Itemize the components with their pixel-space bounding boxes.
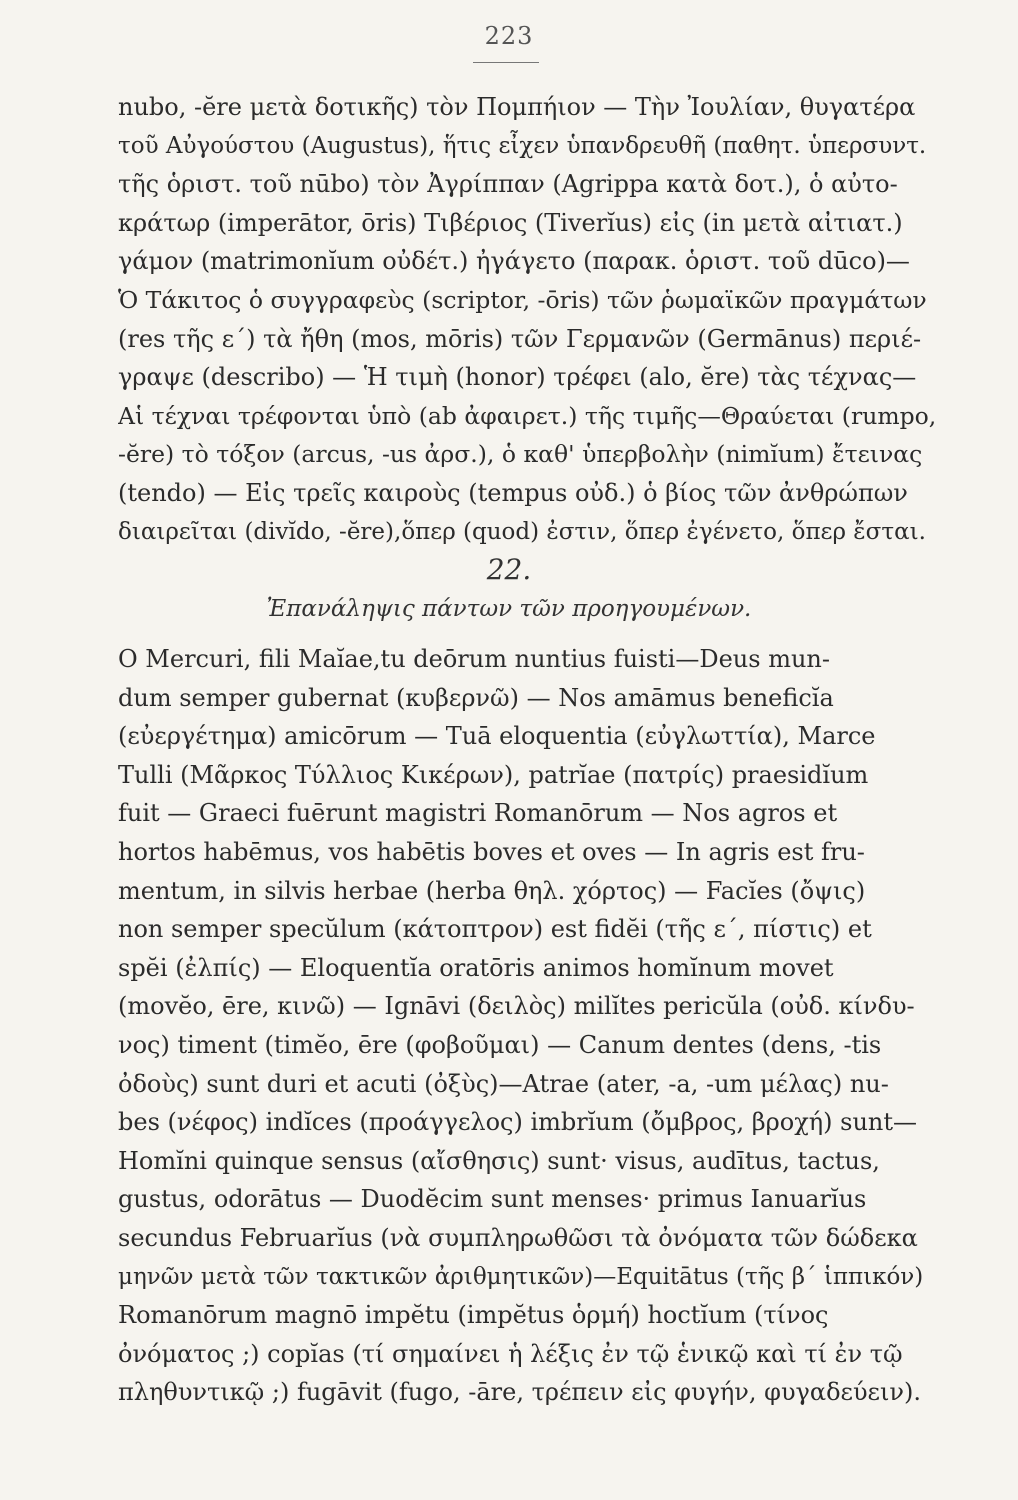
text-line: bes (νέφος) indĭces (προάγγελος) imbrĭum (ὄμβρος, βροχή) sunt— <box>118 1108 918 1137</box>
text-line: Homĭni quinque sensus (αἴσθησις) sunt· visus, audītus, tactus, <box>118 1146 880 1175</box>
text-line: (tendo) — Εἰς τρεῖς καιροὺς (tempus οὐδ.) ὁ βίος τῶν ἀνθρώπων <box>118 478 908 507</box>
section-number: 22. <box>486 553 532 586</box>
text-line: γραψε (describo) — Ἡ τιμὴ (honor) τρέφει (alo, ĕre) τὰς τέχνας— <box>118 363 917 392</box>
text-line: Αἱ τέχναι τρέφονται ὑπὸ (ab ἀφαιρετ.) τῆς τιμῆς—Θραύεται (rumpo, <box>118 401 937 430</box>
text-line: πληθυντικῷ ;) fugāvit (fugo, -āre, τρέπειν εἰς φυγήν, φυγαδεύειν). <box>118 1378 921 1407</box>
text-line: non semper specŭlum (κάτοπτρον) est fidĕi (τῆς ε΄, πίστις) et <box>118 915 872 944</box>
text-line: hortos habēmus, vos habētis boves et oves — In agris est fru- <box>118 837 865 866</box>
text-line: τοῦ Αὐγούστου (Augustus), ἥτις εἶχεν ὑπανδρευθῆ (παθητ. ὑπερσυντ. <box>118 132 927 159</box>
text-line: Romanōrum magnō impĕtu (impĕtus ὁρμή) hoctĭum (τίνος <box>118 1301 829 1330</box>
text-line: secundus Februarĭus (νὰ συμπληρωθῶσι τὰ ὀνόματα τῶν δώδεκα <box>118 1223 918 1252</box>
text-line: ὀνόματος ;) copĭas (τί σημαίνει ἡ λέξις ἐν τῷ ἑνικῷ καὶ τί ἐν τῷ <box>118 1339 903 1368</box>
page-number-rule <box>473 62 539 63</box>
text-line: γάμον (matrimonĭum οὐδέτ.) ἠγάγετο (παρακ. ὁριστ. τοῦ dūco)— <box>118 247 910 276</box>
text-line: διαιρεῖται (divĭdo, -ĕre),ὅπερ (quod) ἐστιν, ὅπερ ἐγένετο, ὅπερ ἔσται. <box>118 518 926 545</box>
paragraph-review-exercises <box>118 640 938 1412</box>
text-line: -ĕre) τὸ τόξον (arcus, -us ἀρσ.), ὁ καθ' ὑπερβολὴν (nimĭum) ἔτεινας <box>118 440 923 469</box>
text-line: O Mercuri, fili Maĭae,tu deōrum nuntius fuisti—Deus mun- <box>118 645 830 673</box>
text-line: gustus, odorātus — Duodĕcim sunt menses· primus Ianuarĭus <box>118 1185 867 1214</box>
text-line: Tulli (Μᾶρκος Τύλλιος Κικέρων), patrĭae (πατρίς) praesidĭum <box>118 760 869 789</box>
text-line: mentum, in silvis herbae (herba θηλ. χόρτος) — Facĭes (ὄψις) <box>118 876 866 905</box>
text-line: Ὁ Τάκιτος ὁ συγγραφεὺς (scriptor, -ōris) τῶν ῥωμαϊκῶν πραγμάτων <box>118 285 927 314</box>
page-number: 223 <box>484 22 534 50</box>
text-line: spĕi (ἐλπίς) — Eloquentĭa oratōris animos homĭnum movet <box>118 953 834 982</box>
text-line: κράτωρ (imperātor, ōris) Τιβέριος (Tiverĭus) εἰς (in μετὰ αἰτιατ.) <box>118 208 903 237</box>
text-line: nubo, -ĕre μετὰ δοτικῆς) τὸν Πομπήιον — Τὴν Ἰουλίαν, θυγατέρα <box>118 93 916 121</box>
text-line: fuit — Graeci fuērunt magistri Romanōrum — Nos agros et <box>118 799 838 828</box>
text-line: ὀδοὺς) sunt duri et acuti (ὀξὺς)—Atrae (ater, -a, -um μέλας) nu- <box>118 1069 889 1098</box>
text-line: μηνῶν μετὰ τῶν τακτικῶν ἀριθμητικῶν)—Equitātus (τῆς β΄ ἱππικόν) <box>118 1263 924 1290</box>
text-line: (εὐεργέτημα) amicōrum — Tuā eloquentia (εὐγλωττία), Marce <box>118 722 876 751</box>
text-line: τῆς ὁριστ. τοῦ nūbo) τὸν Ἀγρίππαν (Agrippa κατὰ δοτ.), ὁ αὐτο- <box>118 170 898 199</box>
text-line: νος) timent (timĕo, ēre (φοβοῦμαι) — Canum dentes (dens, -tis <box>118 1030 882 1059</box>
paragraph-vocabulary-block <box>118 88 938 551</box>
section-heading: Ἐπανάληψις πάντων τῶν προηγουμένων. <box>266 596 752 622</box>
text-line: (res τῆς ε΄) τὰ ἤθη (mos, mōris) τῶν Γερμανῶν (Germānus) περιέ- <box>118 324 922 353</box>
text-line: dum semper gubernat (κυβερνῶ) — Nos amāmus beneficĭa <box>118 683 834 712</box>
text-line: (movĕo, ēre, κινῶ) — Ignāvi (δειλὸς) milĭtes pericŭla (οὐδ. κίνδυ- <box>118 992 915 1021</box>
